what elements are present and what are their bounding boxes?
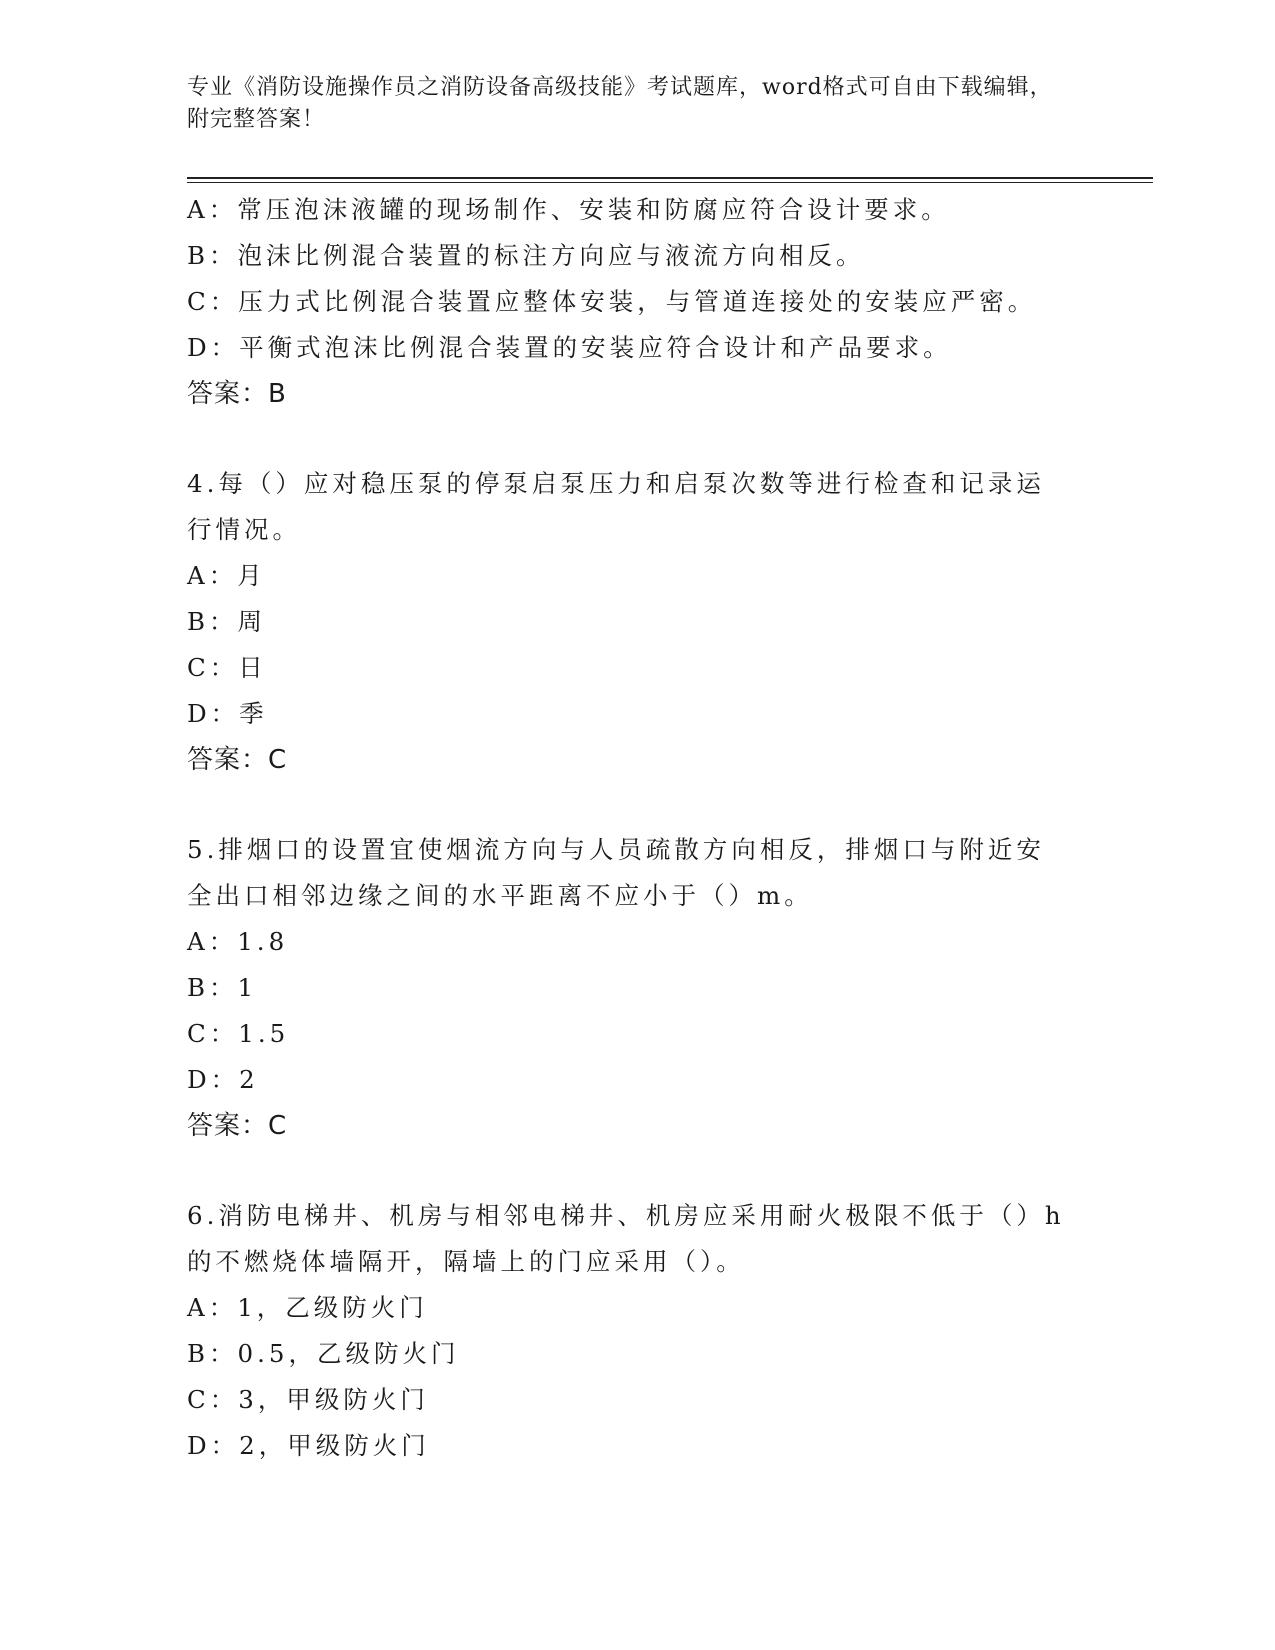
option-d: D：2 [187, 1065, 259, 1094]
option-d: D：平衡式泡沫比例混合装置的安装应符合设计和产品要求。 [187, 333, 952, 362]
question-6 [187, 1193, 1087, 1469]
option-a: A：1，乙级防火门 [187, 1293, 428, 1322]
document-header: 专业《消防设施操作员之消防设备高级技能》考试题库，word格式可自由下载编辑，附完整答案！ [187, 75, 1053, 132]
option-c: C：1.5 [187, 1019, 290, 1048]
option-b: B：0.5，乙级防火门 [187, 1339, 460, 1368]
question-spacer [187, 783, 1087, 827]
option-a: A：1.8 [187, 927, 289, 956]
option-b: B：1 [187, 973, 258, 1002]
answer-line: 答案：C [187, 1111, 288, 1141]
question-stem: 4.每（）应对稳压泵的停泵启泵压力和启泵次数等进行检查和记录运行情况。 [187, 469, 1045, 544]
option-a: A：月 [187, 561, 266, 590]
answer-line: 答案：C [187, 745, 288, 775]
question-5 [187, 827, 1087, 1149]
option-d: D：季 [187, 699, 268, 728]
question-stem: 6.消防电梯井、机房与相邻电梯井、机房应采用耐火极限不低于（）h的不燃烧体墙隔开，隔墙上的门应采用（）。 [187, 1201, 1065, 1276]
option-c: C：3，甲级防火门 [187, 1385, 429, 1414]
option-a: A：常压泡沫液罐的现场制作、安装和防腐应符合设计要求。 [187, 195, 950, 224]
question-4 [187, 461, 1087, 783]
answer-line: 答案：B [187, 379, 287, 409]
option-c: C：日 [187, 653, 267, 682]
option-c: C：压力式比例混合装置应整体安装，与管道连接处的安装应严密。 [187, 287, 1037, 316]
question-3 [187, 187, 1087, 417]
option-b: B：周 [187, 607, 267, 636]
question-spacer [187, 1149, 1087, 1193]
question-stem: 5.排烟口的设置宜使烟流方向与人员疏散方向相反，排烟口与附近安全出口相邻边缘之间的水平距离不应小于（）m。 [187, 835, 1045, 910]
option-b: B：泡沫比例混合装置的标注方向应与液流方向相反。 [187, 241, 865, 270]
question-list [187, 187, 1087, 1469]
question-spacer [187, 417, 1087, 461]
option-d: D：2，甲级防火门 [187, 1431, 430, 1460]
header-rule-thin [187, 182, 1153, 183]
header-rule-thick [187, 177, 1153, 179]
